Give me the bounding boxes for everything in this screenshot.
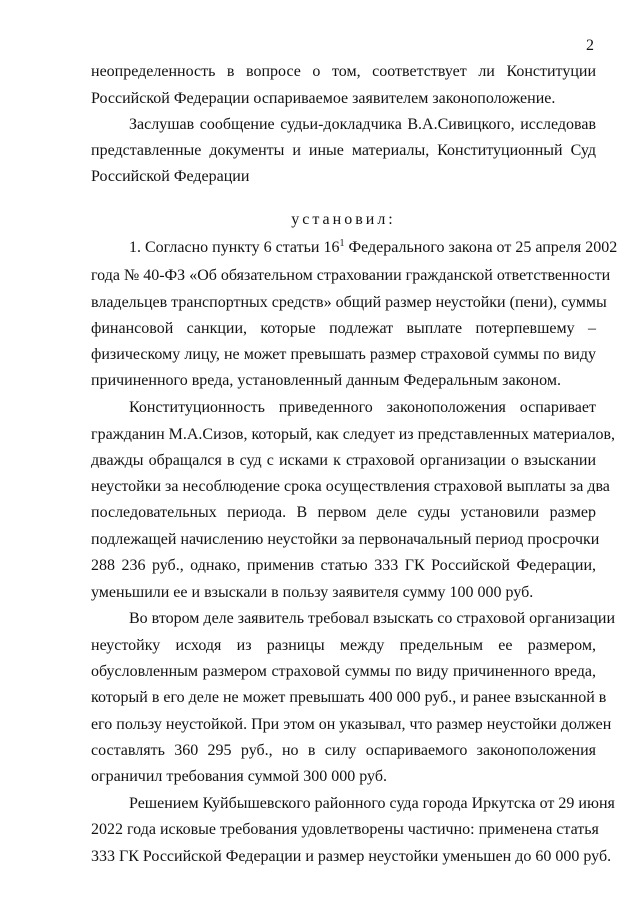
text-line: который в его деле не может превышать 400 000 руб., и ранее взысканной в — [91, 689, 607, 706]
text-line: 288 236 руб., однако, применив статью 333 ГК Российской Федерации, — [91, 557, 596, 574]
text-line: Российской Федерации — [91, 168, 250, 185]
text-line: 333 ГК Российской Федерации и размер неустойки уменьшен до 60 000 руб. — [91, 848, 612, 865]
text-line: составлять 360 295 руб., но в силу оспариваемого законоположения — [91, 742, 596, 759]
section-heading: установил: — [291, 211, 396, 228]
text-line — [129, 238, 618, 258]
text-line: его пользу неустойкой. При этом он указывал, что размер неустойки должен — [91, 716, 612, 733]
text-line: ограничил требования суммой 300 000 руб. — [91, 768, 387, 785]
text-line: обусловленным размером страховой суммы по виду причиненного вреда, — [91, 663, 596, 680]
page-number: 2 — [586, 37, 594, 54]
text-line: Российской Федерации оспариваемое заявителем законоположение. — [91, 90, 556, 107]
text-line: неопределенность в вопросе о том, соответствует ли Конституции — [91, 63, 596, 80]
text-line: неустойку исходя из разницы между предельным ее размером, — [91, 637, 596, 654]
text-line: уменьшили ее и взыскали в пользу заявителя сумму 100 000 руб. — [91, 584, 534, 601]
text-segment: Федерального закона от 25 апреля 2002 — [344, 239, 618, 256]
text-line: последовательных периода. В первом деле суды установили размер — [91, 504, 596, 521]
text-line: Конституционность приведенного законоположения оспаривает — [129, 399, 596, 416]
text-line: года № 40-ФЗ «Об обязательном страховании гражданской ответственности — [91, 267, 611, 284]
text-line: подлежащей начислению неустойки за первоначальный период просрочки — [91, 531, 600, 548]
text-line: Заслушав сообщение судьи-докладчика В.А.Сивицкого, исследовав — [129, 116, 596, 133]
text-line: Решением Куйбышевского районного суда города Иркутска от 29 июня — [129, 795, 615, 812]
text-line: гражданин М.А.Сизов, который, как следует из представленных материалов, — [91, 426, 616, 443]
text-line: финансовой санкции, которые подлежат выплате потерпевшему – — [91, 320, 596, 337]
text-line: 2022 года исковые требования удовлетворены частично: применена статья — [91, 821, 599, 838]
text-line: физическому лицу, не может превышать размер страховой суммы по виду — [91, 346, 596, 363]
text-segment: 1. Согласно пункту 6 статьи 16 — [129, 239, 340, 256]
text-line: неустойки за несоблюдение срока осуществления страховой выплаты за два — [91, 478, 610, 495]
text-line: дважды обращался в суд с исками к страховой организации о взыскании — [91, 452, 596, 469]
superscript: 1 — [339, 238, 345, 249]
text-line: причиненного вреда, установленный данным Федеральным законом. — [91, 372, 561, 389]
text-line: владельцев транспортных средств» общий размер неустойки (пени), суммы — [91, 294, 607, 311]
text-line: Во втором деле заявитель требовал взыскать со страховой организации — [129, 610, 616, 627]
text-line: представленные документы и иные материалы, Конституционный Суд — [91, 142, 596, 159]
